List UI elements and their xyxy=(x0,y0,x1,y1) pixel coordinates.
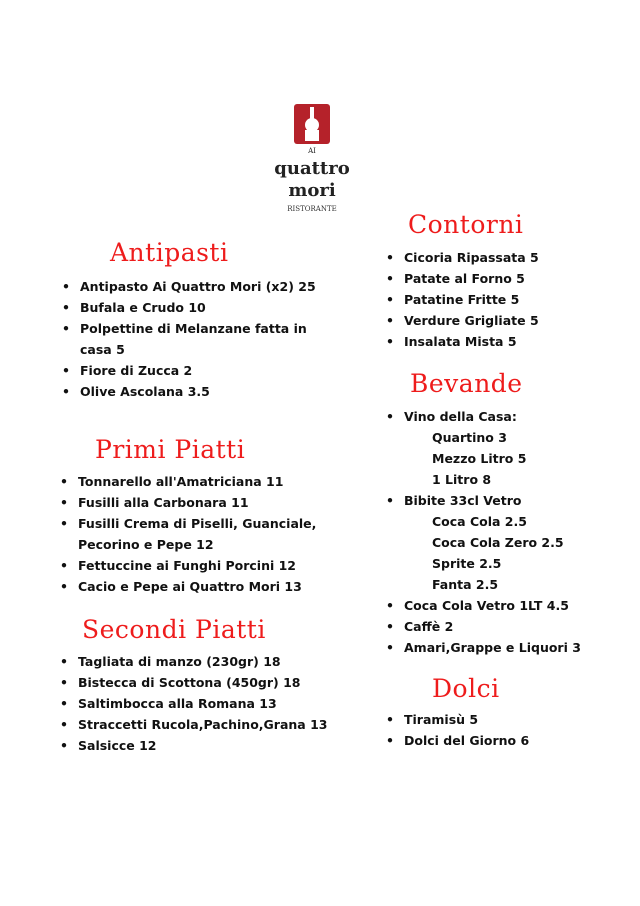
section-title: Dolci xyxy=(432,674,500,703)
menu-item: • Insalata Mista 5 xyxy=(386,334,517,349)
menu-item: • Dolci del Giorno 6 xyxy=(386,733,530,748)
menu-subitem: Sprite 2.5 xyxy=(432,556,502,571)
section-secondi xyxy=(60,615,327,756)
section-title: Primi Piatti xyxy=(95,435,246,464)
menu-item: • Cacio e Pepe ai Quattro Mori 13 xyxy=(60,579,302,594)
logo-line1: quattro xyxy=(274,158,350,179)
menu-item: • Antipasto Ai Quattro Mori (x2) 25 xyxy=(62,279,316,294)
menu-subitem: Coca Cola Zero 2.5 xyxy=(432,535,564,550)
section-antipasti xyxy=(62,238,316,402)
menu-item: • Patate al Forno 5 xyxy=(386,271,525,286)
menu-item: • Straccetti Rucola,Pachino,Grana 13 xyxy=(60,717,328,732)
section-title: Contorni xyxy=(408,210,524,239)
menu-subitem: Coca Cola 2.5 xyxy=(432,514,527,529)
menu-item: • Fusilli Crema di Piselli, Guanciale, xyxy=(60,516,317,531)
menu-item: • Fettuccine ai Funghi Porcini 12 xyxy=(60,558,296,573)
menu-item: • Fusilli alla Carbonara 11 xyxy=(60,495,249,510)
section-title: Secondi Piatti xyxy=(82,615,266,644)
menu-item: • Saltimbocca alla Romana 13 xyxy=(60,696,277,711)
logo-line2: mori xyxy=(288,180,336,201)
menu-item-continued: casa 5 xyxy=(80,342,125,357)
menu-subitem: Mezzo Litro 5 xyxy=(432,451,527,466)
menu-item: • Bistecca di Scottona (450gr) 18 xyxy=(60,675,301,690)
section-title: Antipasti xyxy=(110,238,229,267)
menu-item: • Patatine Fritte 5 xyxy=(386,292,520,307)
menu-item: • Tonnarello all'Amatriciana 11 xyxy=(60,474,284,489)
menu-subitem: Quartino 3 xyxy=(432,430,507,445)
section-primi xyxy=(60,435,316,597)
menu-item: • Olive Ascolana 3.5 xyxy=(62,384,210,399)
menu-subitem: 1 Litro 8 xyxy=(432,472,492,487)
menu-item: • Amari,Grappe e Liquori 3 xyxy=(386,640,581,655)
section-dolci xyxy=(386,674,529,751)
menu-item: • Tagliata di manzo (230gr) 18 xyxy=(60,654,281,669)
menu-item: • Caffè 2 xyxy=(386,619,454,634)
section-bevande xyxy=(386,369,581,658)
menu-item: • Tiramisù 5 xyxy=(386,712,479,727)
logo-subtitle: RISTORANTE xyxy=(287,205,337,213)
section-title: Bevande xyxy=(410,369,523,398)
menu-item: • Fiore di Zucca 2 xyxy=(62,363,193,378)
menu-item-continued: Pecorino e Pepe 12 xyxy=(78,537,214,552)
section-contorni xyxy=(386,210,539,352)
menu-item: • Salsicce 12 xyxy=(60,738,157,753)
menu-item: • Bibite 33cl Vetro xyxy=(386,493,522,508)
logo-small-text: AI xyxy=(308,147,316,155)
menu-item: • Coca Cola Vetro 1LT 4.5 xyxy=(386,598,569,613)
menu-subitem: Fanta 2.5 xyxy=(432,577,499,592)
restaurant-logo xyxy=(262,104,362,216)
menu-item: • Polpettine di Melanzane fatta in xyxy=(62,321,307,336)
menu-item: • Vino della Casa: xyxy=(386,409,517,424)
menu-item: • Cicoria Ripassata 5 xyxy=(386,250,539,265)
menu-item: • Verdure Grigliate 5 xyxy=(386,313,539,328)
menu-item: • Bufala e Crudo 10 xyxy=(62,300,206,315)
